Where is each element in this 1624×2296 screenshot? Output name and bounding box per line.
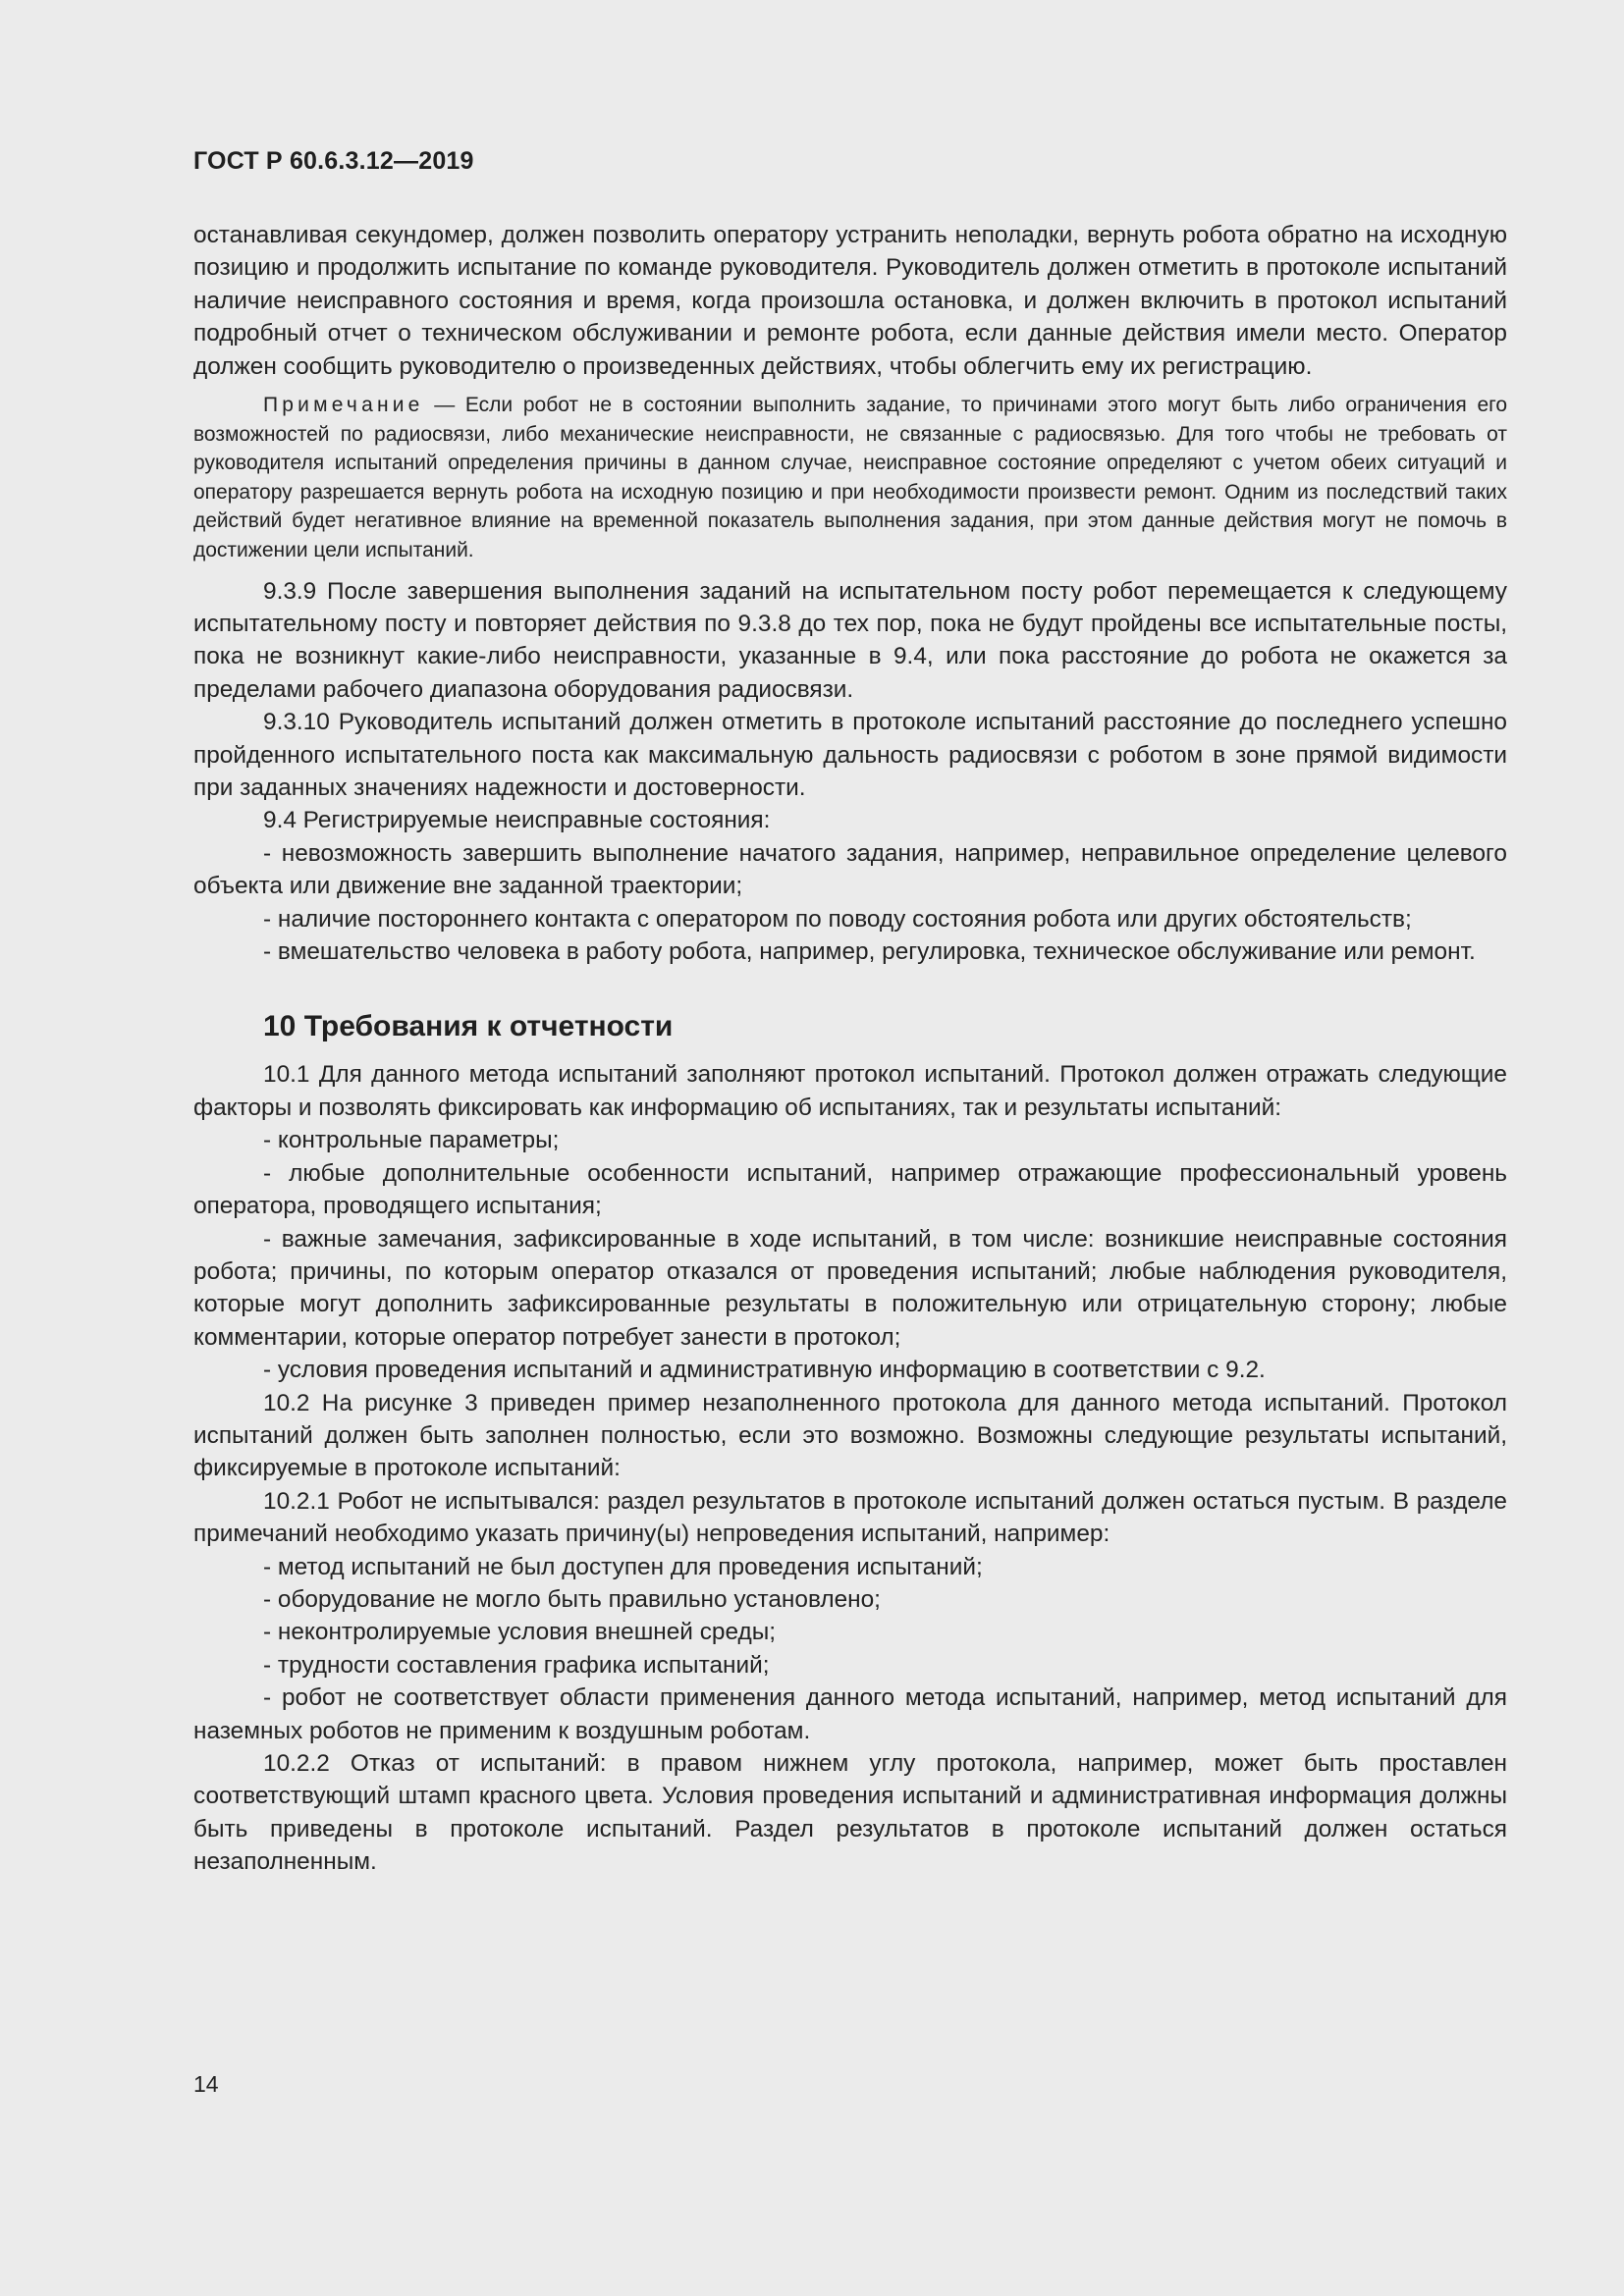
paragraph-10-2-2: 10.2.2 Отказ от испытаний: в правом нижнем углу протокола, например, может быть проставлен соответствующий штамп красного цвета. Условия проведения испытаний и административная информация должны быть приведены в протоколе испытаний. Раздел результатов в протоколе испытаний должен остаться незаполненным. xyxy=(193,1750,1507,1876)
paragraph-10-2: 10.2 На рисунке 3 приведен пример незаполненного протокола для данного метода испытаний. Протокол испытаний должен быть заполнен полностью, если это возможно. Возможны следующие результаты испытаний, фиксируемые в протоколе испытаний: xyxy=(193,1389,1507,1482)
page-number: 14 xyxy=(193,2071,219,2097)
list-item: - условия проведения испытаний и административную информацию в соответствии с 9.2. xyxy=(263,1357,1266,1384)
document-page xyxy=(193,147,1507,1879)
paragraph-9-3-9: 9.3.9 После завершения выполнения заданий на испытательном посту робот перемещается к следующему испытательному посту и повторяет действия по 9.3.8 до тех пор, пока не будут пройдены все испытательные посты, пока не возникнут какие-либо неисправности, указанные в 9.4, или пока расстояние до робота не окажется за пределами рабочего диапазона оборудования радиосвязи. xyxy=(193,577,1507,703)
list-item: - наличие постороннего контакта с оператором по поводу состояния робота или других обстоятельств; xyxy=(263,905,1412,933)
list-item: - робот не соответствует области применения данного метода испытаний, например, метод испытаний для наземных роботов не применим к воздушным роботам. xyxy=(193,1684,1507,1744)
list-item: - неконтролируемые условия внешней среды; xyxy=(263,1619,777,1646)
paragraph-continuation: останавливая секундомер, должен позволить оператору устранить неполадки, вернуть робота обратно на исходную позицию и продолжить испытание по команде руководителя. Руководитель должен отметить в протоколе испытаний наличие неисправного состояния и время, когда произошла остановка, и должен включить в протокол испытаний подробный отчет о техническом обслуживании и ремонте робота, если данные действия имели место. Оператор должен сообщить руководителю о произведенных действиях, чтобы облегчить ему их регистрацию. xyxy=(193,222,1507,380)
note-block xyxy=(193,391,1507,565)
list-item: - метод испытаний не был доступен для проведения испытаний; xyxy=(263,1553,983,1580)
document-code-header: ГОСТ Р 60.6.3.12—2019 xyxy=(193,147,474,175)
note-text: — Если робот не в состоянии выполнить задание, то причинами этого могут быть либо ограничения его возможностей по радиосвязи, либо механические неисправности, не связанные с радиосвязью. Для того чтобы не требовать от руководителя испытаний определения причины в данном случае, неисправное состояние определяют с учетом обеих ситуаций и оператору разрешается вернуть робота на исходную позицию и при необходимости произвести ремонт. Одним из последствий таких действий будет негативное влияние на временной показатель выполнения задания, при этом данные действия могут не помочь в достижении цели испытаний. xyxy=(193,394,1507,561)
section-10-title: 10 Требования к отчетности xyxy=(263,1010,674,1043)
list-item: - любые дополнительные особенности испытаний, например отражающие профессиональный уровень оператора, проводящего испытания; xyxy=(193,1159,1507,1220)
paragraph-9-3-10: 9.3.10 Руководитель испытаний должен отметить в протоколе испытаний расстояние до последнего успешно пройденного испытательного поста как максимальную дальность радиосвязи с роботом в зоне прямой видимости при заданных значениях надежности и достоверности. xyxy=(193,709,1507,802)
list-item: - вмешательство человека в работу робота, например, регулировка, техническое обслуживание или ремонт. xyxy=(263,938,1476,966)
paragraph-9-4: 9.4 Регистрируемые неисправные состояния: xyxy=(263,807,771,834)
note-label: Примечание xyxy=(263,394,424,417)
paragraph-10-1: 10.1 Для данного метода испытаний заполняют протокол испытаний. Протокол должен отражать следующие факторы и позволять фиксировать как информацию об испытаниях, так и результаты испытаний: xyxy=(193,1061,1507,1121)
list-item: - оборудование не могло быть правильно установлено; xyxy=(263,1585,881,1613)
list-item: - трудности составления графика испытаний; xyxy=(263,1651,770,1679)
list-item: - важные замечания, зафиксированные в ходе испытаний, в том числе: возникшие неисправные состояния робота; причины, по которым оператор отказался от проведения испытаний; любые наблюдения руководителя, которые могут дополнить зафиксированные результаты в положительную или отрицательную сторону; любые комментарии, которые оператор потребует занести в протокол; xyxy=(193,1225,1507,1351)
list-item: - контрольные параметры; xyxy=(263,1127,560,1154)
list-item: - невозможность завершить выполнение начатого задания, например, неправильное определение целевого объекта или движение вне заданной траектории; xyxy=(193,839,1507,900)
paragraph-10-2-1: 10.2.1 Робот не испытывался: раздел результатов в протоколе испытаний должен остаться пустым. В разделе примечаний необходимо указать причину(ы) непроведения испытаний, например: xyxy=(193,1487,1507,1548)
